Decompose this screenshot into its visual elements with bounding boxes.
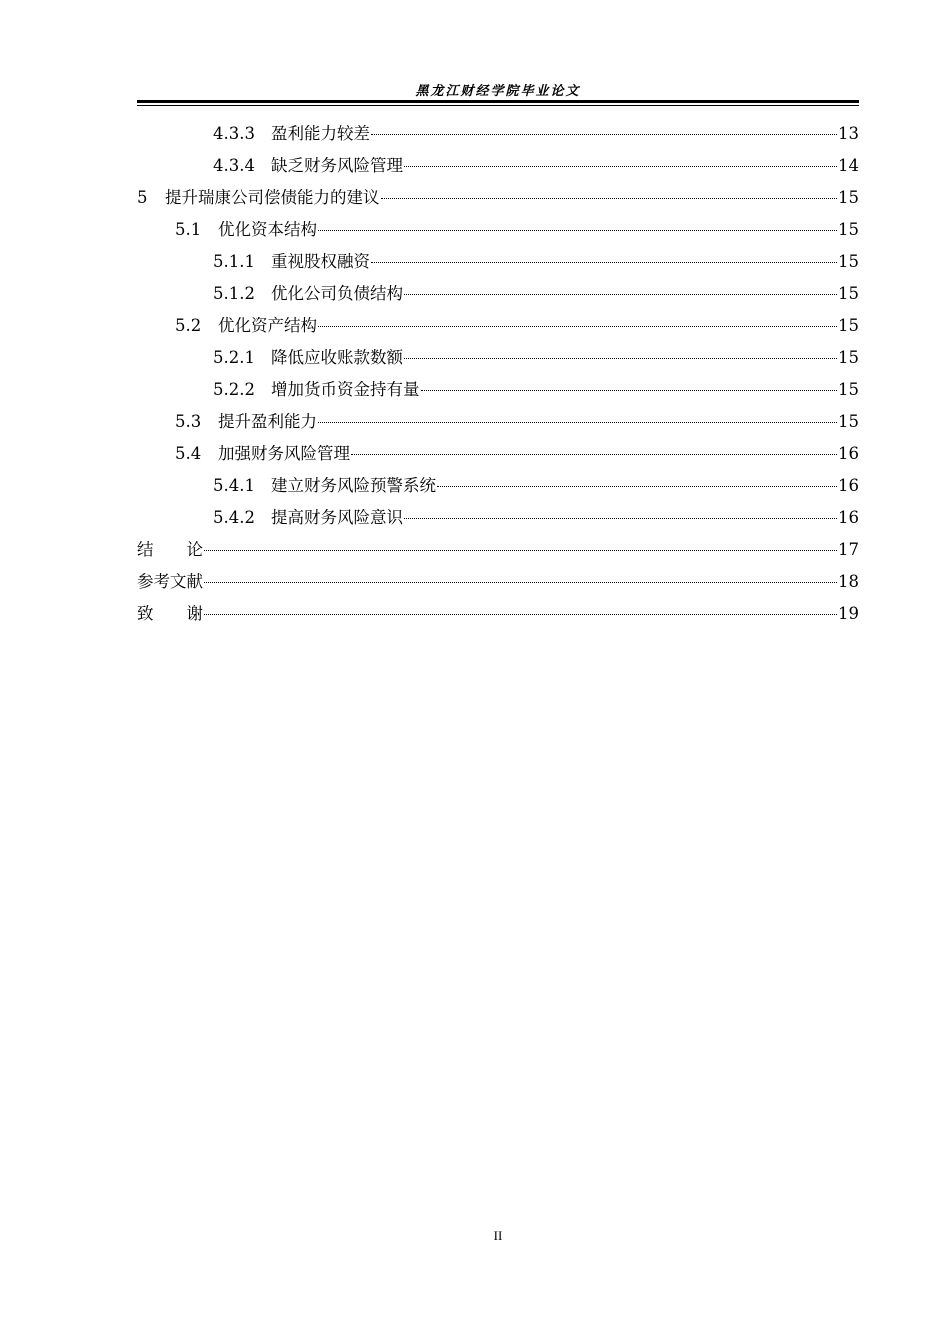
toc-entry-title: 降低应收账款数额 <box>271 348 403 367</box>
toc-entry-5-3[interactable] <box>137 406 859 438</box>
toc-entry-number: 5.1.1 <box>213 252 255 271</box>
toc-entry-title: 缺乏财务风险管理 <box>271 156 403 175</box>
toc-dot-leader <box>404 348 837 359</box>
toc-entry-title: 建立财务风险预警系统 <box>271 476 436 495</box>
toc-entry-number: 5.3 <box>175 412 202 431</box>
toc-entry-page: 16 <box>838 476 859 495</box>
toc-dot-leader <box>381 188 838 199</box>
toc-dot-leader <box>204 572 837 583</box>
toc-entry-acknowledgements[interactable] <box>137 598 859 630</box>
toc-dot-leader <box>204 604 837 615</box>
toc-entry-number: 5.4.1 <box>213 476 255 495</box>
toc-entry-5-2-2[interactable] <box>137 374 859 406</box>
toc-entry-5-1-2[interactable] <box>137 278 859 310</box>
toc-entry-number: 5.2 <box>175 316 202 335</box>
toc-entry-title: 重视股权融资 <box>271 252 370 271</box>
toc-dot-leader <box>318 220 837 231</box>
toc-entry-page: 15 <box>838 316 859 335</box>
toc-entry-5-1-1[interactable] <box>137 246 859 278</box>
toc-entry-title: 增加货币资金持有量 <box>271 380 420 399</box>
page-number: II <box>493 1228 503 1243</box>
toc-entry-page: 15 <box>838 220 859 239</box>
toc-entry-page: 18 <box>838 572 859 591</box>
toc-entry-title: 致 谢 <box>137 604 203 623</box>
header-rule-thick <box>137 100 859 103</box>
toc-entry-page: 16 <box>838 444 859 463</box>
toc-entry-page: 19 <box>838 604 859 623</box>
toc-entry-page: 15 <box>838 284 859 303</box>
table-of-contents <box>137 118 859 630</box>
toc-entry-references[interactable] <box>137 566 859 598</box>
toc-dot-leader <box>204 540 837 551</box>
toc-entry-number: 4.3.3 <box>213 124 255 143</box>
toc-entry-number: 5.1 <box>175 220 202 239</box>
toc-entry-5-2-1[interactable] <box>137 342 859 374</box>
toc-dot-leader <box>318 316 837 327</box>
toc-entry-page: 15 <box>838 252 859 271</box>
toc-entry-4-3-4[interactable] <box>137 150 859 182</box>
toc-entry-5-4-2[interactable] <box>137 502 859 534</box>
toc-entry-page: 17 <box>838 540 859 559</box>
toc-entry-number: 5 <box>137 188 148 207</box>
toc-entry-title: 优化资本结构 <box>218 220 317 239</box>
toc-entry-number: 4.3.4 <box>213 156 255 175</box>
toc-dot-leader <box>371 124 837 135</box>
toc-entry-page: 15 <box>838 348 859 367</box>
toc-entry-number: 5.2.2 <box>213 380 255 399</box>
toc-dot-leader <box>437 476 837 487</box>
toc-entry-title: 参考文献 <box>137 572 203 591</box>
toc-entry-title: 提高财务风险意识 <box>271 508 403 527</box>
toc-entry-page: 14 <box>838 156 859 175</box>
toc-entry-title: 提升盈利能力 <box>218 412 317 431</box>
toc-dot-leader <box>404 284 837 295</box>
toc-dot-leader <box>404 508 837 519</box>
toc-dot-leader <box>404 156 837 167</box>
toc-entry-5-4[interactable] <box>137 438 859 470</box>
toc-entry-page: 15 <box>838 412 859 431</box>
toc-entry-number: 5.2.1 <box>213 348 255 367</box>
toc-entry-conclusion[interactable] <box>137 534 859 566</box>
toc-dot-leader <box>421 380 838 391</box>
toc-entry-number: 5.1.2 <box>213 284 255 303</box>
toc-entry-5-1[interactable] <box>137 214 859 246</box>
toc-entry-page: 15 <box>838 188 859 207</box>
toc-entry-page: 15 <box>838 380 859 399</box>
toc-entry-page: 13 <box>838 124 859 143</box>
toc-dot-leader <box>371 252 837 263</box>
toc-entry-title: 优化资产结构 <box>218 316 317 335</box>
toc-dot-leader <box>351 444 837 455</box>
header-rule-thin <box>137 105 859 106</box>
toc-entry-number: 5.4.2 <box>213 508 255 527</box>
toc-entry-title: 结 论 <box>137 540 203 559</box>
toc-entry-5-2[interactable] <box>137 310 859 342</box>
toc-entry-title: 盈利能力较差 <box>271 124 370 143</box>
toc-entry-number: 5.4 <box>175 444 202 463</box>
toc-entry-5[interactable] <box>137 182 859 214</box>
toc-entry-page: 16 <box>838 508 859 527</box>
toc-entry-5-4-1[interactable] <box>137 470 859 502</box>
toc-entry-4-3-3[interactable] <box>137 118 859 150</box>
toc-entry-title: 优化公司负债结构 <box>271 284 403 303</box>
toc-entry-title: 加强财务风险管理 <box>218 444 350 463</box>
toc-dot-leader <box>318 412 837 423</box>
running-header-title: 黑龙江财经学院毕业论文 <box>415 84 581 99</box>
toc-entry-title: 提升瑞康公司偿债能力的建议 <box>165 188 380 207</box>
